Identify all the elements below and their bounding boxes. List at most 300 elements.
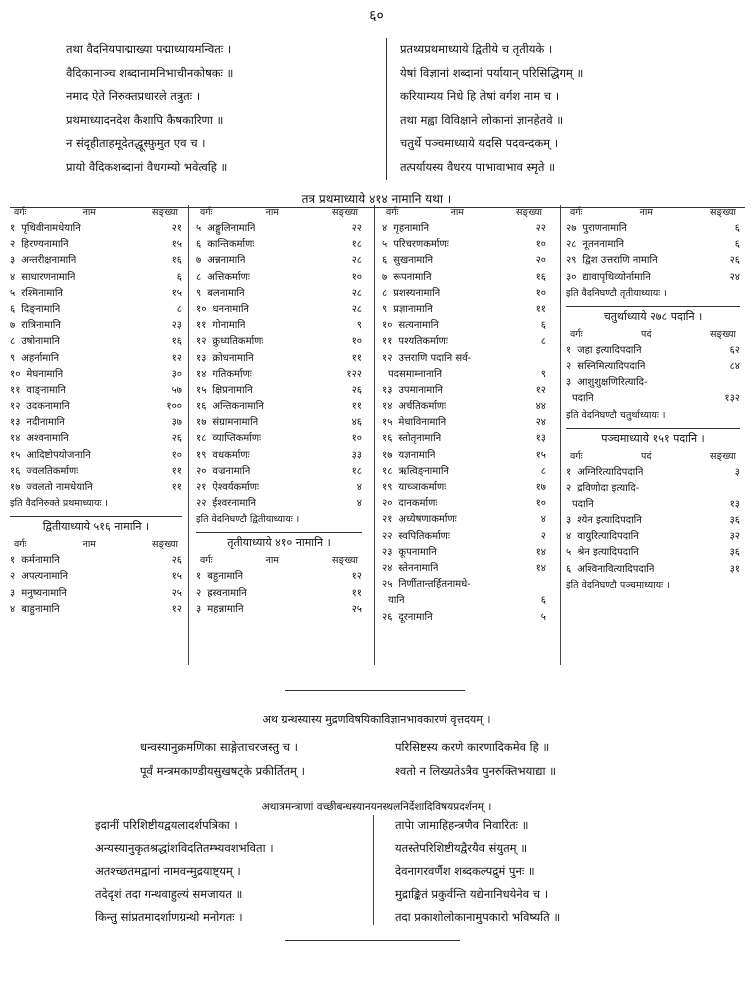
row-count: ४ [356,498,362,510]
chapter-subheading: द्वितीयाध्याये ५१६ नामानि । [10,516,182,537]
row-number: १४ [10,433,21,445]
verse-line: प्रथमाध्यादनदेश कैशापि कैषकारिणा ॥ [66,112,224,127]
table-row [196,286,362,302]
row-entry [566,221,627,237]
table-row [10,464,182,480]
column-header [10,205,182,221]
row-count: २६ [171,433,182,445]
row-name: गृहनामानि [393,223,429,234]
row-count: १० [535,498,546,510]
table-row [382,561,546,577]
row-name: व्याप्तिकर्माणः [212,433,262,445]
table-row [196,318,362,334]
row-entry [10,334,60,350]
row-name: रात्रिनामानि [21,320,61,332]
table-column-1 [10,205,182,618]
row-entry [382,399,446,415]
row-name: पदानि [572,498,594,510]
table-row [10,270,182,286]
row-number: १ [10,223,16,234]
row-entry [382,545,437,561]
header-varga: वर्गः [570,328,583,340]
couplet-line-left: अन्यस्यानुकृतश्रद्धांशविदतितम्भ्यवशभविता । [95,841,274,855]
row-entry [382,334,448,350]
row-number: १६ [382,433,393,445]
row-name: रूपनामानि [393,271,432,283]
row-entry [10,448,91,464]
chapter-closing: इति वैदनिघण्टौ तृतीयाध्यायः । [566,287,667,299]
row-name: स्तेननामानि [398,562,439,574]
table-row [196,253,362,269]
row-name: द्विश उत्तराणि नामानि [582,255,658,267]
row-number: ३० [566,271,577,283]
row-number: ११ [196,320,207,332]
row-entry [196,415,258,431]
table-row [10,399,182,415]
row-count: ११ [351,352,362,364]
row-entry [382,561,438,577]
row-entry [196,334,263,350]
row-entry [10,602,60,618]
row-count: २२ [535,223,546,234]
table-row [10,351,182,367]
row-entry [382,480,446,496]
table-row [382,577,546,593]
row-number: ३ [10,255,16,267]
row-entry [196,270,250,286]
table-row [10,318,182,334]
row-name: दिङ्नामानि [21,303,61,315]
row-count: ४६ [351,417,362,429]
row-name: कूपनामानि [398,546,437,558]
table-row [382,221,546,237]
table-column-2 [196,205,362,618]
row-number: ३ [196,603,202,615]
row-count: ११ [351,587,362,599]
column-header [566,327,740,343]
couplet-line-right: परिसिष्टस्य करणे कारणादिकमेव हि ॥ [395,740,550,754]
row-name: क्रुध्यतिकर्माणः [212,336,264,348]
top-verses [40,38,720,188]
table-row [10,448,182,464]
row-entry [382,512,457,528]
row-count: २६ [351,384,362,396]
row-entry [196,586,247,602]
row-name: उत्तराणि पदानि सर्व- [398,352,472,364]
header-varga: वर्गः [14,207,27,218]
row-count: २४ [535,417,546,429]
row-entry [10,480,93,496]
chapter-subheading: चतुर्थाध्याये २७८ पदानि । [566,306,740,327]
bottom-heading-2: अथात्रमन्त्राणां वच्छीबन्धस्यानयनस्थलनिर्देशादिविषयप्रदर्शनम् । [261,801,492,813]
chapter-closing: इति वैदनिरुक्ते प्रथमाध्यायः । [10,498,109,510]
row-name: अध्येषणाकर्माणः [398,514,457,526]
row-entry [566,391,594,407]
table-row [382,415,546,431]
row-count: १८ [351,465,362,477]
row-count: १३ [729,498,740,510]
row-name: साधारणनामानि [21,271,76,283]
row-number: २७ [566,223,577,234]
row-name: वाङ्नामानि [26,384,66,396]
row-count: ६ [734,239,740,251]
row-count: ३१ [729,563,740,575]
row-count: ६ [734,223,740,234]
row-name: मेधाविनामानि [398,417,447,429]
table-row [196,569,362,585]
row-count: ३० [171,368,182,380]
row-number: १४ [196,368,207,380]
row-entry [10,415,65,431]
verse-line: न संदृहीताहमूदेतद्धूस्फ़ुमुत एव च । [66,136,206,150]
table-row [566,343,740,359]
row-count: ९ [356,320,362,332]
row-name: द्रविणोदा इत्यादि- [577,482,640,494]
row-entry [382,270,432,286]
row-count: १०० [166,401,182,413]
row-count: २५ [171,587,182,599]
row-count: ४४ [535,401,546,413]
row-count: ८ [176,303,182,315]
row-count: ११ [171,482,182,493]
header-count: सङ्ख्या [151,539,178,551]
row-entry [566,497,594,513]
table-row [382,318,546,334]
row-entry [196,383,253,399]
row-name: अपत्यनामानि [21,571,69,583]
table-row [566,221,740,237]
row-number: १ [566,344,572,356]
verse-line: वैदिकानाञ्च शब्दानामनिभाचीनकोषकः ॥ [66,65,234,80]
row-entry [10,351,59,367]
table-row [196,270,362,286]
row-entry [382,448,435,464]
row-entry [196,318,245,334]
couplet-line-left: तदेदृशं तदा गन्थवाहुल्यं समजायत ॥ [95,887,243,901]
row-count: ६ [176,271,182,283]
column-header [382,205,546,221]
table-row [382,431,546,447]
table-column-4 [566,205,740,594]
table-row [10,569,182,585]
header-name: पदं [641,450,652,462]
row-name: उपमानामानि [398,384,443,396]
row-name: अग्निरित्यादिपदानि [577,466,644,478]
row-number: १७ [382,449,393,461]
couplet-line-right: तदा प्रकाशोलोकानामुपकारो भविष्यति ॥ [395,910,561,924]
row-count: ११ [171,465,182,477]
row-count [528,577,546,593]
table-row [196,302,362,318]
row-name: रश्मिनामानि [21,287,63,299]
row-name: उषोनामानि [21,336,60,348]
row-entry [10,586,67,602]
row-name: ज्वलतिकर्माणः [26,465,79,477]
table-row [10,415,182,431]
couplet-line-left: धन्वस्यानुक्रमणिका साङ्गेताचरजस्तु च । [140,740,298,754]
row-entry [196,367,252,383]
row-number: ८ [10,336,16,348]
row-number: १ [566,466,572,478]
table-row [196,399,362,415]
row-entry [10,431,69,447]
table-row [382,237,546,253]
header-count: सङ्ख्या [709,328,736,340]
row-count: १७ [535,482,546,493]
row-number: १५ [382,417,393,429]
table-row [382,270,546,286]
table-row [566,375,740,391]
row-entry [382,464,449,480]
header-name: नाम [639,207,653,218]
row-count: २८ [351,255,362,267]
row-number: १४ [382,401,393,413]
row-name: स्वपितिकर्माणः [398,530,450,542]
row-entry [382,286,440,302]
table-row [196,480,362,496]
couplet-line-right: तापेा जामाहिहन्त्रणैव निवारितः ॥ [395,818,529,832]
row-entry [566,343,642,359]
row-entry [10,569,68,585]
row-entry [196,496,256,512]
row-entry [196,286,245,302]
row-count: ११ [535,303,546,315]
table-row [566,359,740,375]
row-entry [10,367,63,383]
row-number: २३ [382,546,393,558]
row-name: गोनामानि [212,320,246,332]
row-number: १६ [10,465,21,477]
verse-line: प्रतथ्यप्रथमाध्याये द्वितीये च तृतीयके । [400,42,553,56]
row-count: ५ [540,611,546,623]
header-name: नाम [265,207,279,218]
row-count: १३ [535,433,546,445]
row-count: १० [351,433,362,445]
row-number: ३ [566,515,572,527]
chapter-closing: इति वेदनिघण्टौ चतुर्थाध्यायः । [566,409,666,421]
row-number: ६ [196,239,202,251]
table-row [10,602,182,618]
row-name: अहर्नामानि [21,352,60,364]
index-tables [10,205,745,675]
row-entry [382,383,443,399]
row-entry [10,286,63,302]
header-count: सङ्ख्या [709,207,736,218]
table-row [382,593,546,609]
row-number: ८ [382,287,388,299]
row-number: १५ [10,449,21,461]
row-entry [196,351,254,367]
row-number: ५ [566,547,572,559]
table-row [566,513,740,529]
row-name: जहा इत्यादिपदानि [577,344,642,356]
row-number: १६ [196,401,207,413]
row-number: ७ [196,255,202,267]
row-name: धननामानि [212,303,249,315]
table-row [566,545,740,561]
row-number: १७ [196,417,207,429]
row-count: ३७ [171,417,182,429]
table-row [10,480,182,496]
chapter-subheading: पञ्चमाध्याये १५१ पदानि । [566,428,740,449]
column-divider [386,38,387,180]
row-name: बहुनामानि [207,571,244,583]
table-row [10,237,182,253]
row-count: ८ [540,336,546,348]
table-row [196,383,362,399]
row-entry [196,253,245,269]
row-count [528,351,546,367]
row-name: गतिकर्माणः [212,368,252,380]
row-name: क्षिप्रनामानि [212,384,253,396]
table-row [382,496,546,512]
row-count: १० [171,449,182,461]
row-name: अश्विनावित्यादिपदानि [577,563,655,575]
table-row [10,253,182,269]
row-count: १० [535,287,546,299]
row-number: १२ [196,336,207,348]
row-name: ईश्वरनामानि [212,498,257,510]
row-name: आशुशुक्षणिरित्यादि- [577,377,648,389]
table-row [382,529,546,545]
row-number: १३ [10,417,21,429]
table-row [382,383,546,399]
table-row [382,512,546,528]
table-row [382,610,546,626]
header-name: नाम [450,207,464,218]
row-count: १० [351,271,362,283]
header-varga: वर्गः [570,207,583,218]
row-count: २८ [351,287,362,299]
column-header [196,553,362,569]
header-varga: वर्गः [14,539,27,551]
row-count: ६२ [729,344,740,356]
header-varga: वर्गः [200,207,213,218]
row-entry [566,359,645,375]
row-entry [566,253,658,269]
row-number: ४ [566,531,572,543]
row-name: श्येन इत्यादिपदानि [577,515,642,527]
row-entry [566,545,639,561]
couplet-line-right: देवनागरवर्णैश शब्दकल्पद्रुमं पुनः ॥ [395,864,535,878]
row-number: २० [196,465,207,477]
row-entry [382,221,429,237]
row-name: ह्रस्वनामानि [207,587,247,599]
row-number: १३ [382,384,393,396]
couplet-line-right: श्वतो न लिख्यतेऽत्रैव पुनरुक्तिभयाद्या ॥ [395,764,556,778]
row-entry [196,464,250,480]
row-count: २६ [729,255,740,267]
row-count: १२ [535,384,546,396]
row-number: ५ [196,223,202,234]
row-count: १३२ [724,393,740,405]
table-row [10,553,182,569]
row-name: सस्निमित्यादिपदानि [577,360,646,372]
row-count: २५ [351,603,362,615]
row-number: १० [10,368,21,380]
chapter-closing: इति वेदनिघण्टौ पञ्चमाध्यायः । [566,579,670,591]
row-name: पदसमाम्नानानि [388,368,443,380]
row-count: १६ [171,336,182,348]
table-row [382,302,546,318]
row-count: ३६ [729,547,740,559]
verse-line: करियाम्यय निधे हि तेषां वर्गश नाम च । [400,89,560,103]
row-number: ७ [382,271,388,283]
row-number: २९ [566,255,577,267]
row-count: २८ [351,303,362,315]
row-name: निर्णीतान्तर्हितनामधे- [398,579,471,591]
row-entry [10,464,78,480]
header-varga: वर्गः [386,207,399,218]
row-number: २० [382,498,393,510]
row-number: १० [196,303,207,315]
row-count: १२ [171,603,182,615]
row-name: मनुष्यनामानि [21,587,67,599]
table-row [196,464,362,480]
table-row [382,334,546,350]
row-number: ६ [10,303,16,315]
row-name: दूरनामानि [398,611,433,623]
row-name: सुखनामानि [393,255,433,267]
row-count: १० [351,336,362,348]
table-row [196,586,362,602]
row-entry [566,237,624,253]
table-row [10,586,182,602]
row-count: १५ [171,239,182,251]
table-row [382,253,546,269]
row-count: ४ [540,514,546,526]
row-number: २१ [196,482,207,493]
row-name: परिचरणकर्माणः [393,239,449,251]
table-row [196,367,362,383]
row-name: हिरण्यनामानि [21,239,69,251]
row-count [722,481,740,497]
table-row [382,448,546,464]
row-name: पश्यतिकर्माणः [398,336,448,348]
column-divider [373,815,374,925]
row-number: ८ [196,271,202,283]
verse-line: येषां विज्ञानां शब्दानां पर्यायान् परिसिद्धिगम् ॥ [400,65,584,80]
row-entry [382,237,449,253]
row-count: २४ [729,271,740,283]
row-name: क्रोधनामानि [212,352,254,364]
row-entry [196,480,259,496]
row-number: ९ [10,352,16,364]
section-rule [285,940,460,941]
table-heading: तत्र प्रथमाध्याये ४१४ नामानि यथा । [301,192,452,206]
header-count: सङ्ख्या [331,207,358,218]
row-name: वायुरित्यादिपदानि [577,531,639,543]
row-count: १५ [171,287,182,299]
row-number: ६ [382,255,388,267]
row-entry [196,602,244,618]
row-number: २५ [382,579,393,591]
row-name: बलनामानि [207,287,245,299]
row-name: याच्ञाकर्माणः [398,482,447,493]
row-number: १ [10,555,16,567]
row-entry [382,302,433,318]
verse-line: तथा वैदनियपाद्माख्या पद्माध्यायमन्वितः । [66,42,232,56]
row-count: ६ [540,595,546,607]
row-count: १२२ [346,368,362,380]
verse-line: तत्पर्यायस्य वैधरय पाभावाभाव स्मृते ॥ [400,159,555,174]
row-count: १६ [171,255,182,267]
table-row [566,253,740,269]
table-row [566,237,740,253]
row-name: अर्चतिकर्माणः [398,401,447,413]
row-entry [196,569,243,585]
row-name: उदकनामानि [26,401,70,413]
